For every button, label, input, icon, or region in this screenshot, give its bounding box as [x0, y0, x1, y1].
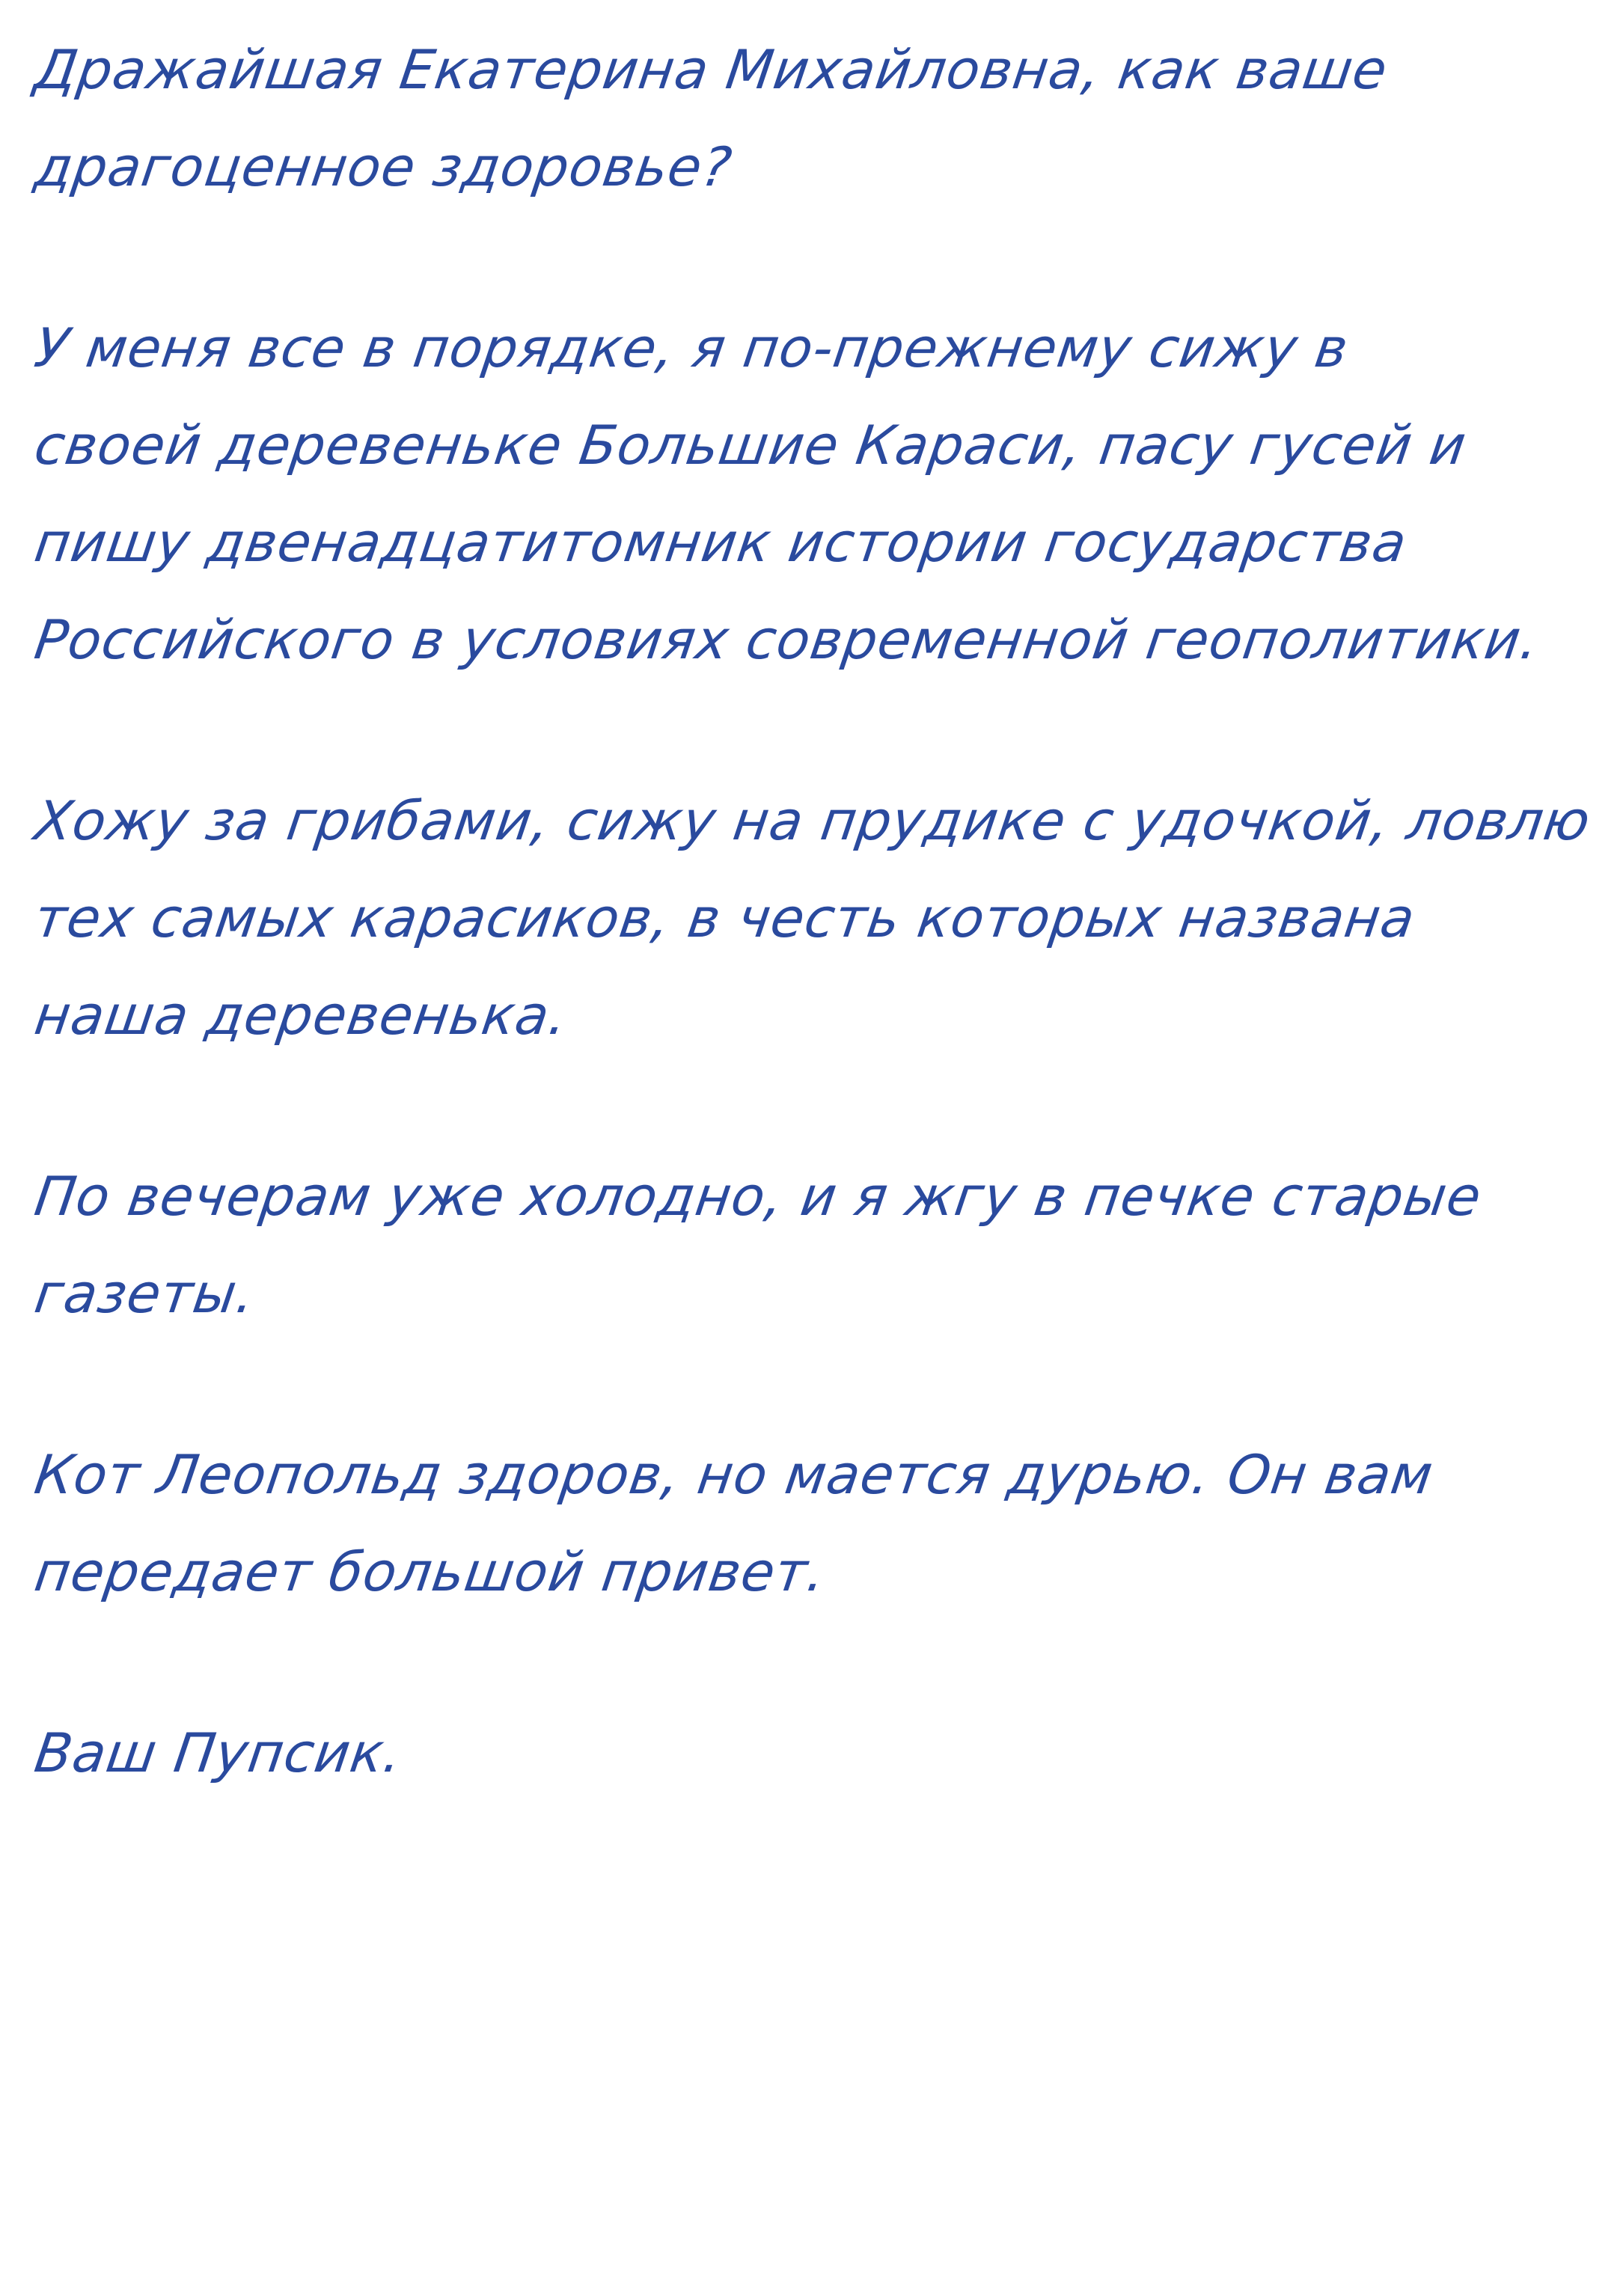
letter-line: Кот Леопольд здоров, но мается дурью. Он вам [31, 1443, 1437, 1506]
paragraph-hobbies [28, 772, 1601, 1064]
paragraph-cat [28, 1426, 1601, 1620]
letter-line: тех самых карасиков, в честь которых названа [31, 887, 1419, 949]
letter-line: Российского в условиях современной геополитики. [31, 608, 1544, 671]
letter-line: наша деревенька. [31, 984, 572, 1047]
paragraph-news [28, 299, 1601, 688]
signature-line: Ваш Пупсик. [31, 1721, 406, 1784]
paragraph-signature [28, 1704, 1601, 1801]
letter-line: передает большой привет. [31, 1540, 831, 1603]
letter-line: газеты. [31, 1262, 260, 1325]
letter-line: У меня все в порядке, я по-прежнему сижу в [31, 316, 1353, 379]
letter-line: По вечерам уже холодно, и я жгу в печке старые [31, 1165, 1486, 1228]
letter-line: Дражайшая Екатерина Михайловна, как ваше [31, 38, 1392, 101]
paragraph-greeting [28, 21, 1601, 215]
letter-line: Хожу за грибами, сижу на прудике с удочкой, ловлю [31, 789, 1595, 852]
letter-line: драгоценное здоровье? [31, 135, 736, 198]
letter-line: пишу двенадцатитомник истории государства [31, 511, 1411, 574]
paragraph-evenings [28, 1148, 1601, 1342]
letter-body [28, 21, 1601, 1885]
letter-line: своей деревеньке Большие Караси, пасу гусей и [31, 414, 1471, 477]
